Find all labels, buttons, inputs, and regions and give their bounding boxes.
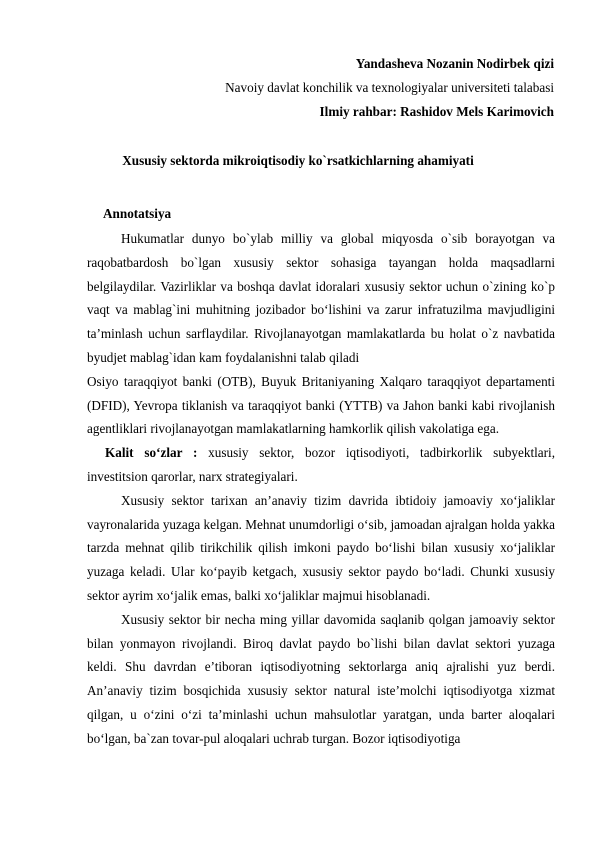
paper-title: Xususiy sektorda mikroiqtisodiy ko`rsatkichlarning ahamiyati bbox=[122, 153, 474, 168]
supervisor-line: Ilmiy rahbar: Rashidov Mels Karimovich bbox=[319, 104, 554, 119]
author-name: Yandasheva Nozanin Nodirbek qizi bbox=[355, 56, 554, 71]
author-affiliation: Navoiy davlat konchilik va texnologiyalar universiteti talabasi bbox=[225, 80, 554, 95]
keywords-text: xususiy sektor, bozor iqtisodiyoti, tadbirkorlik subyektlari, investitsion qarorlar, narx strategiyalari. bbox=[87, 445, 555, 484]
body-paragraph-1: Xususiy sektor tarixan an’anaviy tizim davrida ibtidoiy jamoaviy xo‘jaliklar vayronalarida yuzaga kelgan. Mehnat unumdorligi o‘sib, jamoadan ajralgan holda yakka tarzda mehnat qilib tirikchilik qilish imkoni paydo bo‘lishi bilan xususiy xo‘jaliklar yuzaga keladi. Ular ko‘payib ketgach, xususiy sektor paydo bo‘ladi. Chunki xususiy sektor ayrim xo‘jalik emas, balki xo‘jaliklar majmui hisoblanadi. bbox=[87, 492, 555, 603]
keywords-label: Kalit so‘zlar : bbox=[105, 445, 198, 461]
abstract-paragraph-1: Hukumatlar dunyo bo`ylab milliy va global miqyosda o`sib borayotgan va raqobatbardosh bo`lgan xususiy sektor sohasiga tayangan holda maqsadlarni belgilaydilar. Vazirliklar va boshqa davlat idoralari xususiy sektor uchun o`zining ko`p vaqt va mablag`ini muhitning jozibador bo‘lishini va zarur infratuzilma mavjudligini ta’minlash uchun sarflaydilar. Rivojlanayotgan mamlakatlarda bu holat o`z navbatida byudjet mablag`idan kam foydalanishni talab qiladi bbox=[87, 231, 555, 365]
annotation-heading: Annotatsiya bbox=[103, 206, 172, 221]
keywords-paragraph bbox=[87, 441, 555, 489]
body-paragraph-2: Xususiy sektor bir necha ming yillar davomida saqlanib qolgan jamoaviy sektor bilan yonmayon rivojlandi. Biroq davlat paydo bo`lishi bilan davlat sektori yuzaga keldi. Shu davrdan e’tiboran iqtisodiyotning sektorlarga aniq ajralishi yuz berdi. An’anaviy tizim bosqichida xususiy sektor natural iste’molchi iqtisodiyotga xizmat qilgan, u o‘zini o‘zi ta’minlashi uchun mahsulotlar yaratgan, unda barter aloqalari bo‘lgan, ba`zan tovar-pul aloqalari uchrab turgan. Bozor iqtisodiyotiga bbox=[87, 611, 555, 746]
abstract-paragraph-2: Osiyo taraqqiyot banki (OTB), Buyuk Britaniyaning Xalqaro taraqqiyot departamenti (DFID), Yevropa tiklanish va taraqqiyot banki (YTTB) va Jahon banki kabi rivojlanish agentliklari rivojlanayotgan mamlakatlarning hamkorlik qilish vakolatiga ega. bbox=[87, 373, 555, 437]
body-text bbox=[87, 227, 555, 751]
